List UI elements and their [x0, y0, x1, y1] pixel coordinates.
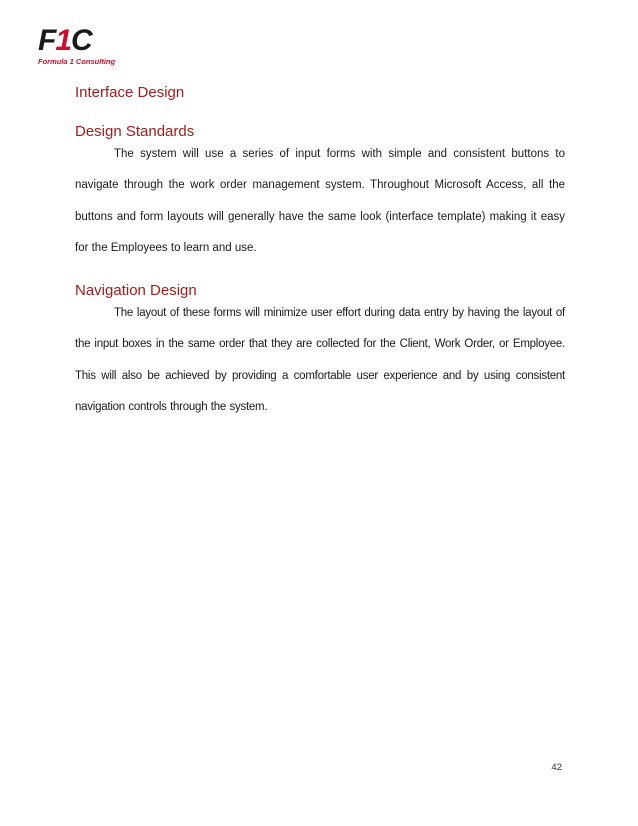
design-standards-paragraph: The system will use a series of input forms with simple and consistent buttons to navigate through the work order management system. Throughout Microsoft Access, all the buttons and form layouts will generally have the same look (interface template) making it easy for the Employees to learn and use. — [75, 148, 565, 254]
section-title-design-standards: Design Standards — [75, 123, 195, 140]
company-logo — [38, 24, 116, 68]
section-title-navigation-design: Navigation Design — [75, 282, 197, 299]
navigation-design-paragraph: The layout of these forms will minimize user effort during data entry by having the layout of the input boxes in the same order that they are collected for the Client, Work Order, or Employee. This will also be achieved by providing a comfortable user experience and by using consistent navigation controls through the system. — [75, 307, 565, 413]
logo-mark-left: F — [38, 24, 56, 57]
section-title-interface-design: Interface Design — [75, 84, 185, 101]
logo-mark-mid: 1 — [55, 24, 72, 57]
logo-tagline: Formula 1 Consulting — [38, 57, 116, 66]
logo-mark — [38, 26, 110, 56]
logo-mark-right: C — [71, 24, 92, 57]
page-number: 42 — [551, 762, 562, 773]
